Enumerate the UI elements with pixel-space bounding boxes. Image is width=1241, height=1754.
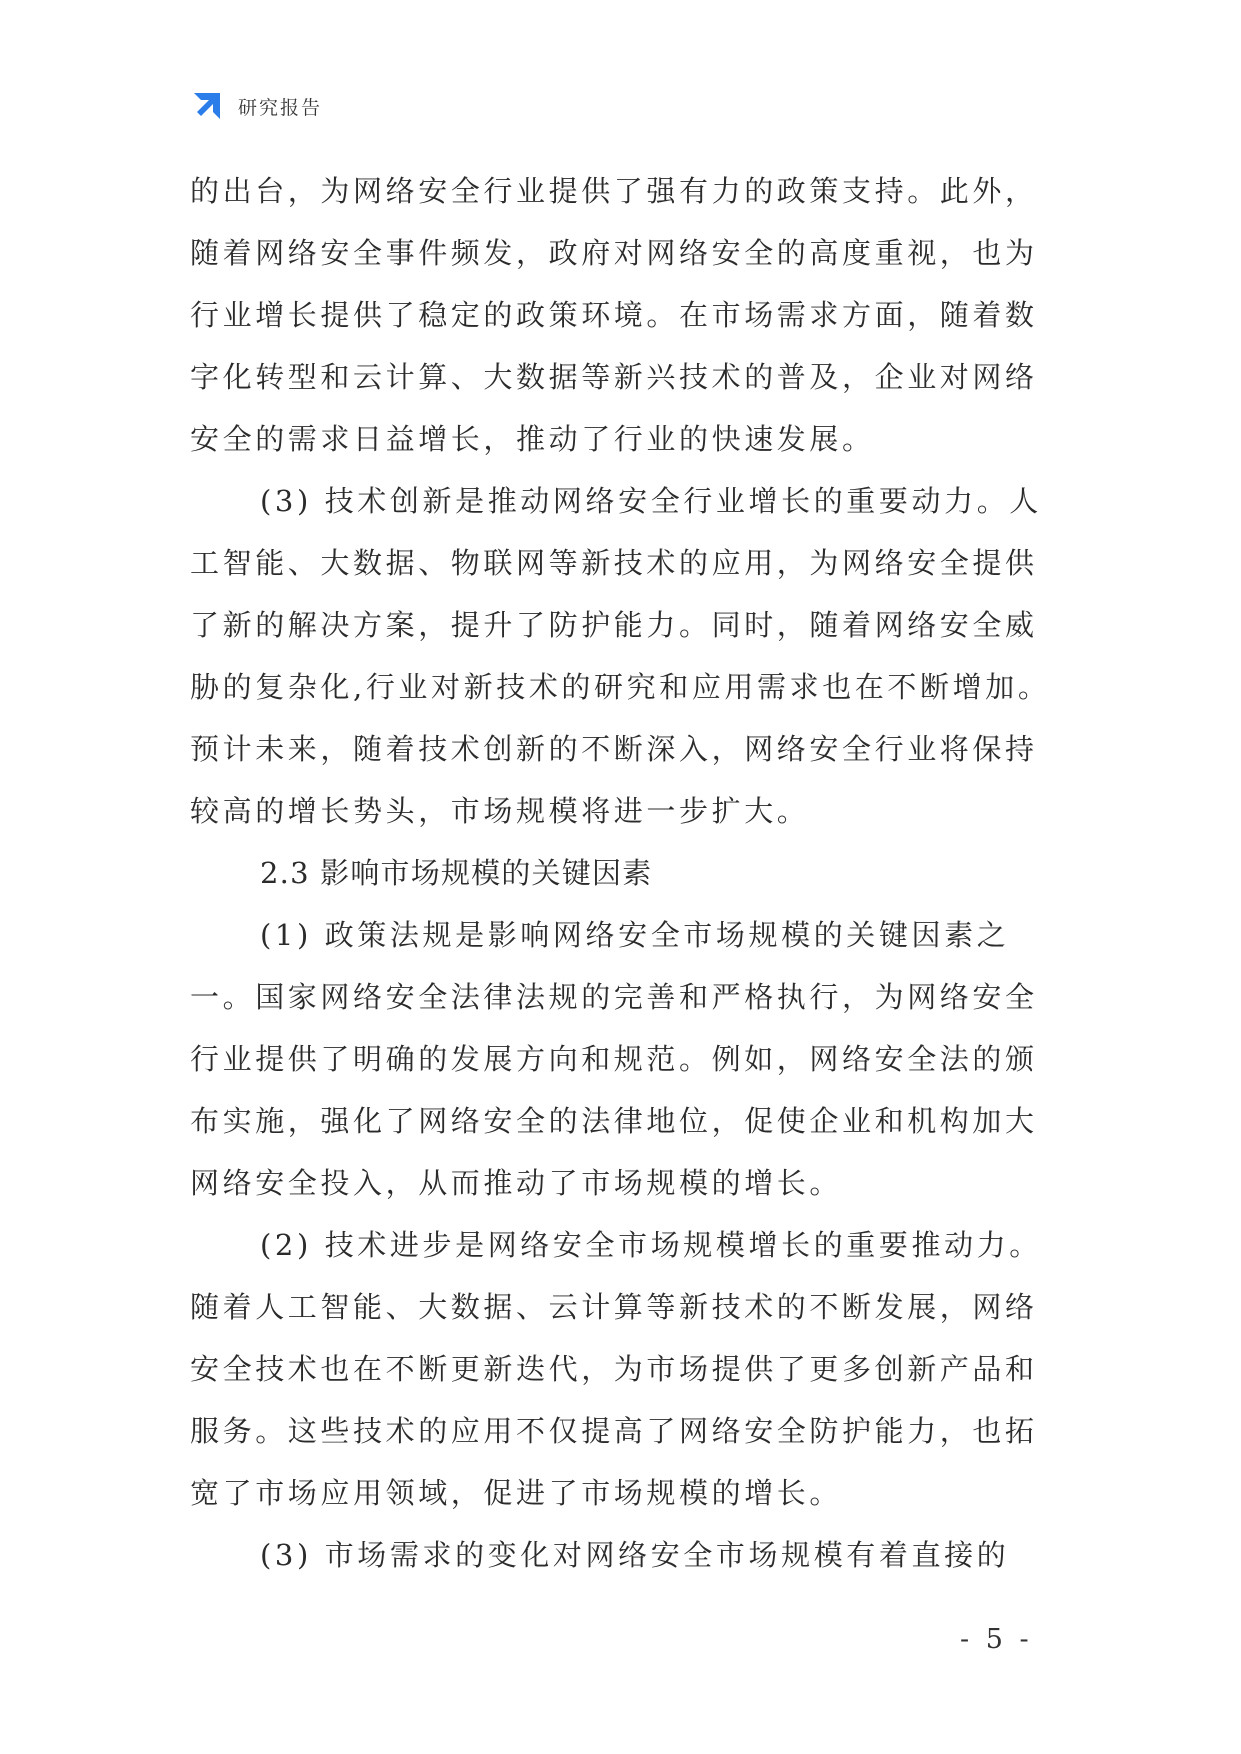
document-body xyxy=(190,160,1060,1586)
page-number: - 5 - xyxy=(960,1624,1033,1655)
text-line: 随着网络安全事件频发，政府对网络安全的高度重视，也为 xyxy=(190,236,1038,270)
text-line: 字化转型和云计算、大数据等新兴技术的普及，企业对网络 xyxy=(190,360,1038,394)
header-title: 研究报告 xyxy=(238,96,323,119)
text-line: 行业提供了明确的发展方向和规范。例如，网络安全法的颁 xyxy=(190,1042,1038,1076)
text-line: 了新的解决方案，提升了防护能力。同时，随着网络安全威 xyxy=(190,608,1038,642)
text-line: 一。国家网络安全法律法规的完善和严格执行，为网络安全 xyxy=(190,980,1038,1014)
paragraph-start-line: (3) 技术创新是推动网络安全行业增长的重要动力。人 xyxy=(260,484,1042,518)
text-line: 服务。这些技术的应用不仅提高了网络安全防护能力，也拓 xyxy=(190,1414,1038,1448)
arrow-up-right-icon xyxy=(190,89,224,123)
text-line: 安全技术也在不断更新迭代，为市场提供了更多创新产品和 xyxy=(190,1352,1038,1386)
text-line: 网络安全投入，从而推动了市场规模的增长。 xyxy=(190,1166,843,1200)
text-line: 行业增长提供了稳定的政策环境。在市场需求方面，随着数 xyxy=(190,298,1038,332)
text-line: 随着人工智能、大数据、云计算等新技术的不断发展，网络 xyxy=(190,1290,1038,1324)
text-line: 预计未来，随着技术创新的不断深入，网络安全行业将保持 xyxy=(190,732,1038,766)
page-header xyxy=(190,88,322,124)
text-line: 工智能、大数据、物联网等新技术的应用，为网络安全提供 xyxy=(190,546,1038,580)
text-line: 宽了市场应用领域，促进了市场规模的增长。 xyxy=(190,1476,843,1510)
section-heading: 2.3 影响市场规模的关键因素 xyxy=(260,856,653,890)
paragraph-start-line: (1) 政策法规是影响网络安全市场规模的关键因素之 xyxy=(260,918,1010,952)
text-line: 较高的增长势头，市场规模将进一步扩大。 xyxy=(190,794,810,828)
text-line: 胁的复杂化,行业对新技术的研究和应用需求也在不断增加。 xyxy=(190,670,1051,704)
text-line: 布实施，强化了网络安全的法律地位，促使企业和机构加大 xyxy=(190,1104,1038,1138)
text-line: 的出台，为网络安全行业提供了强有力的政策支持。此外， xyxy=(190,174,1038,208)
paragraph-start-line: (3) 市场需求的变化对网络安全市场规模有着直接的 xyxy=(260,1538,1010,1572)
paragraph-start-line: (2) 技术进步是网络安全市场规模增长的重要推动力。 xyxy=(260,1228,1042,1262)
text-line: 安全的需求日益增长，推动了行业的快速发展。 xyxy=(190,422,875,456)
